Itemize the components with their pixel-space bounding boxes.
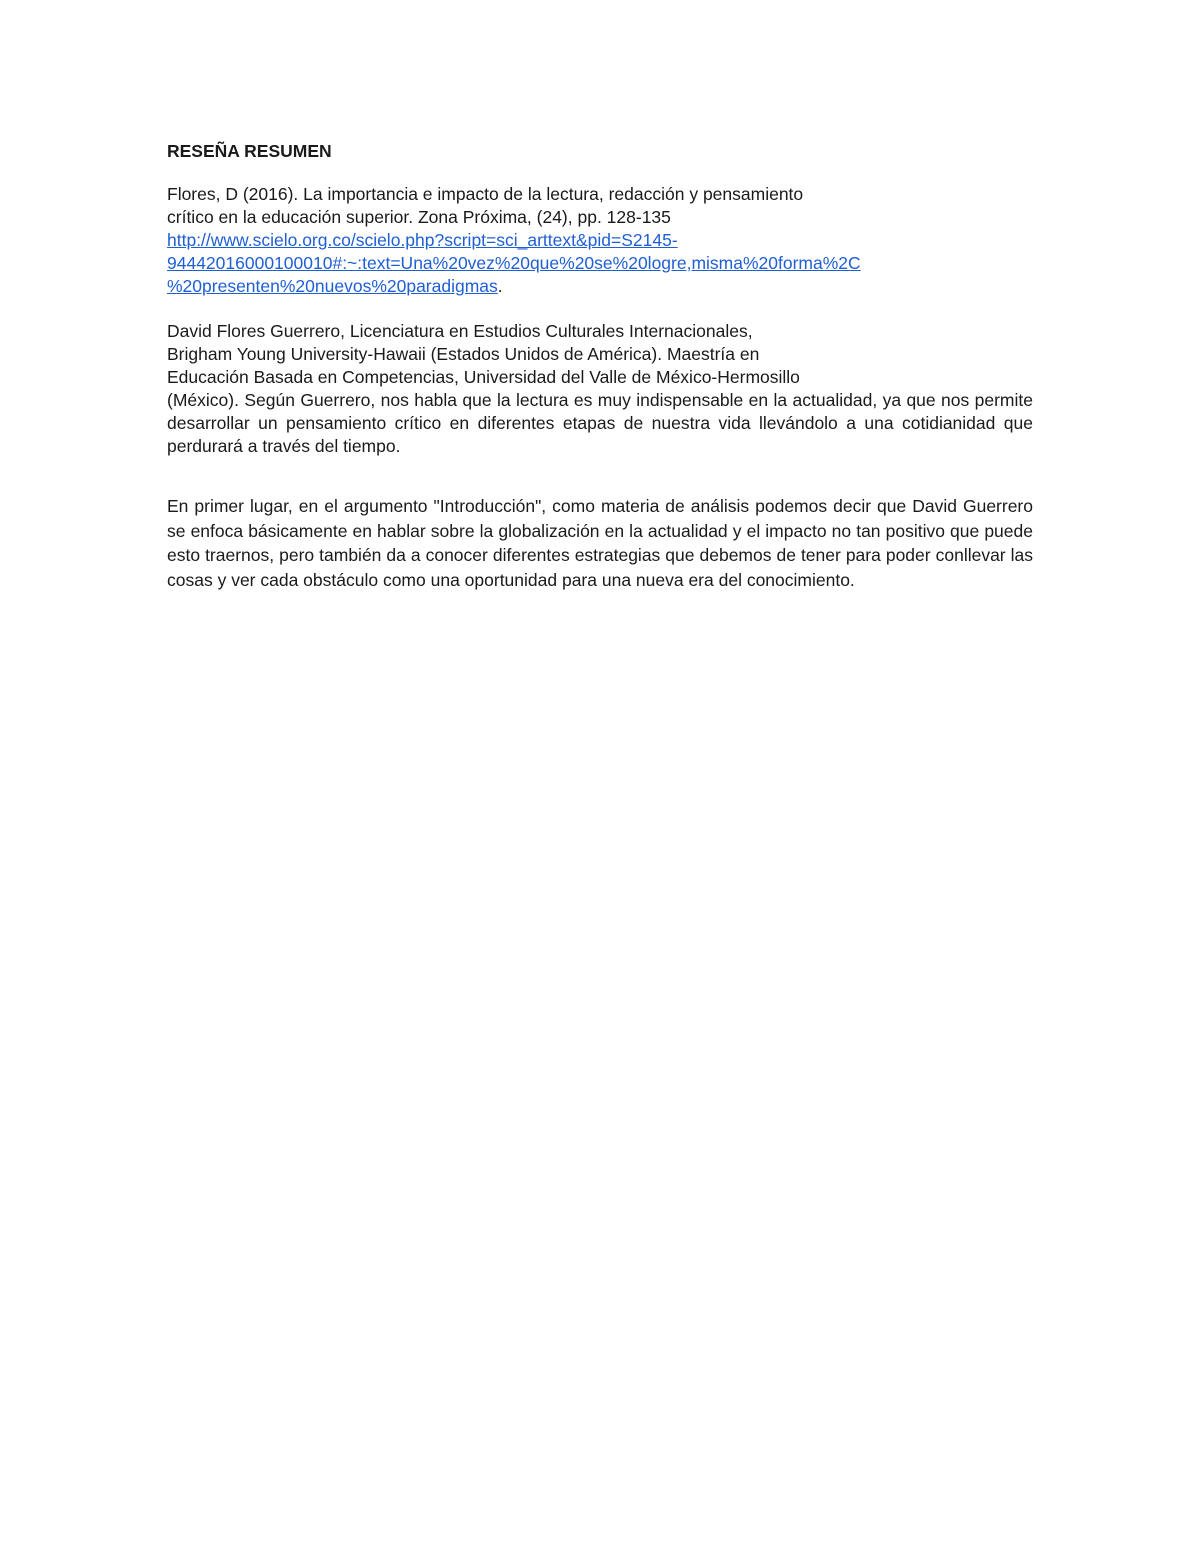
reference-url-row-1 bbox=[167, 229, 1033, 252]
document-content bbox=[167, 140, 1033, 592]
reference-url-link-2[interactable]: 94442016000100010#:~:text=Una%20vez%20que%20se%20logre,misma%20forma%2C bbox=[167, 253, 861, 273]
author-paragraph bbox=[167, 320, 1033, 458]
author-line-2: Brigham Young University-Hawaii (Estados Unidos de América). Maestría en bbox=[167, 344, 760, 364]
document-title: RESEÑA RESUMEN bbox=[167, 141, 332, 161]
reference-url-row-2 bbox=[167, 252, 1033, 275]
reference-url-link-3[interactable]: %20presenten%20nuevos%20paradigmas bbox=[167, 276, 498, 296]
reference-url-row-3 bbox=[167, 275, 1033, 298]
reference-line-1: Flores, D (2016). La importancia e impacto de la lectura, redacción y pensamiento bbox=[167, 184, 804, 204]
reference-block bbox=[167, 183, 1033, 298]
reference-line-2: crítico en la educación superior. Zona Próxima, (24), pp. 128-135 bbox=[167, 207, 671, 227]
body-paragraph: En primer lugar, en el argumento "Introducción", como materia de análisis podemos decir que David Guerrero se enfoca básicamente en hablar sobre la globalización en la actualidad y el impacto no tan positivo que puede esto traernos, pero también da a conocer diferentes estrategias que debemos de tener para poder conllevar las cosas y ver cada obstáculo como una oportunidad para una nueva era del conocimiento. bbox=[167, 496, 1033, 590]
author-line-3: Educación Basada en Competencias, Universidad del Valle de México-Hermosillo bbox=[167, 367, 800, 387]
reference-url-trailing: . bbox=[497, 276, 503, 296]
reference-url-link-1[interactable]: http://www.scielo.org.co/scielo.php?script=sci_arttext&pid=S2145- bbox=[167, 230, 678, 250]
author-line-1: David Flores Guerrero, Licenciatura en Estudios Culturales Internacionales, bbox=[167, 321, 753, 341]
author-paragraph-rest: (México). Según Guerrero, nos habla que la lectura es muy indispensable en la actualidad, ya que nos permite desarrollar un pensamiento crítico en diferentes etapas de nuestra vida llevándolo a una cotidianidad que perdurará a través del tiempo. bbox=[167, 390, 1033, 456]
